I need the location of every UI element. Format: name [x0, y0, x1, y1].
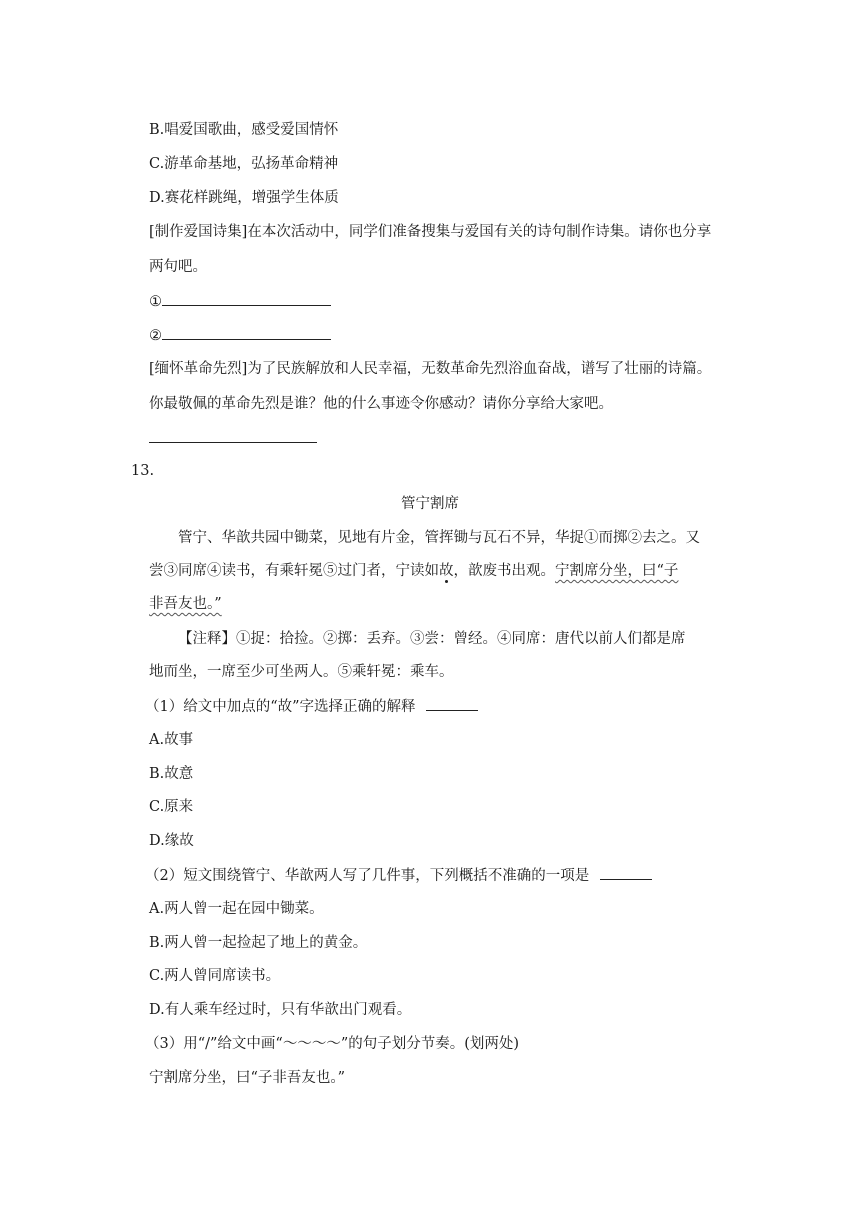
sub1-stem — [145, 696, 478, 717]
passage-line2-part1: 尝③同席④读书，有乘轩冕⑤过门者，宁读如 — [149, 563, 439, 579]
passage-title: 管宁割席 — [401, 496, 459, 512]
poetry-task-line2: 两句吧。 — [149, 259, 207, 275]
dotted-char-gu: 故 — [439, 563, 454, 579]
martyr-task-line1: [缅怀革命先烈]为了民族解放和人民幸福，无数革命先烈浴血奋战，谱写了壮丽的诗篇。 — [149, 361, 712, 377]
question-number: 13. — [131, 463, 155, 479]
poetry-task-line1: [制作爱国诗集]在本次活动中，同学们准备搜集与爱国有关的诗句制作诗集。请你也分享 — [149, 224, 712, 240]
poetry-blank-1-label: ① — [149, 294, 162, 310]
sub1-option-a: A.故事 — [149, 732, 194, 748]
sub1-option-c: C.原来 — [149, 799, 194, 815]
wavy-sentence-part1: 宁割席分坐，曰“子 — [555, 563, 679, 579]
martyr-answer-line[interactable] — [149, 442, 317, 443]
sub2-stem — [145, 865, 652, 886]
passage-line3 — [149, 594, 222, 614]
sub2-answer-blank[interactable] — [600, 865, 652, 880]
sub2-option-c: C.两人曾同席读书。 — [149, 968, 281, 984]
passage-line2 — [149, 561, 678, 581]
q12-option-d: D.赛花样跳绳，增强学生体质 — [149, 190, 339, 206]
note-line1: 【注释】①捉：拾捡。②掷：丢弃。③尝：曾经。④同席：唐代以前人们都是席 — [178, 631, 686, 647]
sub2-option-a: A.两人曾一起在园中锄菜。 — [149, 901, 324, 917]
poetry-blank-2-line[interactable] — [162, 325, 331, 340]
wavy-sentence-part2: 非吾友也。” — [149, 596, 222, 612]
sub2-stem-text: （2）短文围绕管宁、华歆两人写了几件事，下列概括不准确的一项是 — [145, 868, 590, 884]
passage-line2-part2: ，歆废书出观。 — [453, 563, 555, 579]
sub2-option-b: B.两人曾一起捡起了地上的黄金。 — [149, 935, 368, 951]
q12-option-c: C.游革命基地，弘扬革命精神 — [149, 156, 339, 172]
sub1-option-d: D.缘故 — [149, 833, 194, 849]
poetry-blank-1[interactable] — [149, 291, 331, 312]
q12-option-b: B.唱爱国歌曲，感受爱国情怀 — [149, 122, 339, 138]
poetry-blank-2-label: ② — [149, 328, 162, 344]
poetry-blank-2[interactable] — [149, 325, 331, 346]
sub1-option-b: B.故意 — [149, 766, 194, 782]
note-line2: 地而坐，一席至少可坐两人。⑤乘轩冕：乘车。 — [149, 664, 454, 680]
sub1-answer-blank[interactable] — [426, 696, 478, 711]
martyr-task-line2: 你最敬佩的革命先烈是谁？他的什么事迹令你感动？请你分享给大家吧。 — [149, 396, 613, 412]
sub2-option-d: D.有人乘车经过时，只有华歆出门观看。 — [149, 1002, 412, 1018]
sub3-sentence: 宁割席分坐，曰“子非吾友也。” — [149, 1070, 346, 1086]
sub1-stem-text: （1）给文中加点的“故”字选择正确的解释 — [145, 699, 416, 715]
sub3-stem: （3）用“/”给文中画“～～～～”的句子划分节奏。(划两处) — [145, 1036, 520, 1052]
poetry-blank-1-line[interactable] — [162, 291, 331, 306]
passage-line1: 管宁、华歆共园中锄菜，见地有片金，管挥锄与瓦石不异，华捉①而掷②去之。又 — [178, 530, 700, 546]
